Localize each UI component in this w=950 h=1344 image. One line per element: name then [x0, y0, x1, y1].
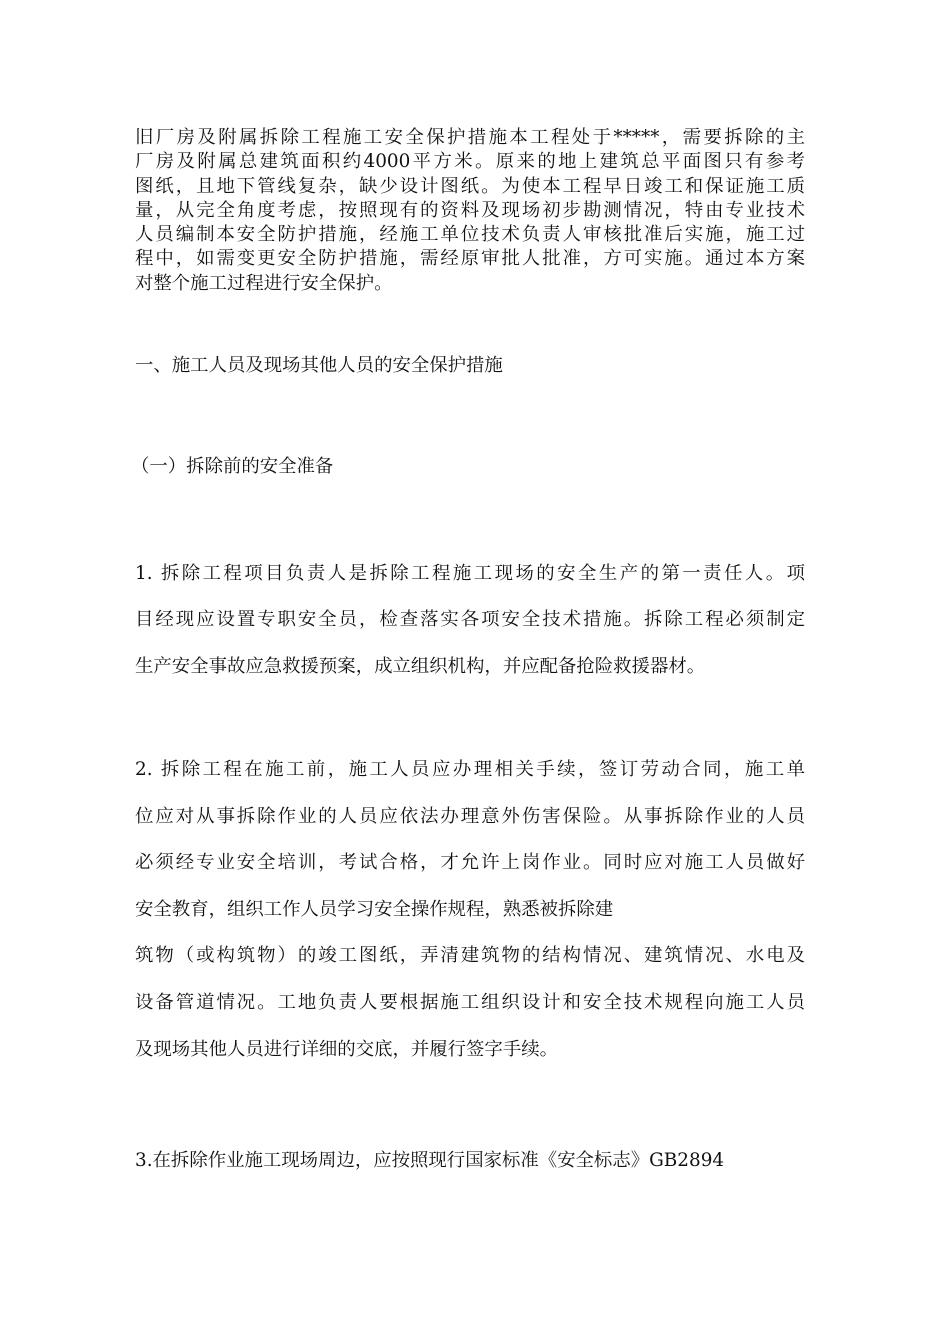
- subsection-heading: （一）拆除前的安全准备: [131, 456, 334, 477]
- intro-paragraph: [135, 126, 805, 296]
- item-line: 2. 拆除工程在施工前，施工人员应办理相关手续，签订劳动合同，施工单: [135, 759, 805, 780]
- item-line: 生产安全事故应急救援预案，成立组织机构，并应配备抢险救援器材。: [135, 655, 706, 677]
- item-line: 1. 拆除工程项目负责人是拆除工程施工现场的安全生产的第一责任人。项: [135, 563, 805, 584]
- intro-line: 量，从完全角度考虑，按照现有的资料及现场初步勘测情况，特由专业技术: [135, 199, 805, 221]
- intro-line: 厂房及附属总建筑面积约4000平方米。原来的地上建筑总平面图只有参考: [135, 151, 805, 173]
- list-item-2: [135, 747, 805, 1073]
- list-item-3: 3.在拆除作业施工现场周边，应按照现行国家标准《安全标志》GB2894: [135, 1150, 725, 1171]
- section-heading: 一、施工人员及现场其他人员的安全保护措施: [135, 355, 503, 376]
- item-line: 筑物（或构筑物）的竣工图纸，弄清建筑物的结构情况、建筑情况、水电及: [135, 945, 805, 967]
- item-line: 必须经专业安全培训，考试合格，才允许上岗作业。同时应对施工人员做好: [135, 852, 805, 874]
- item-line: 安全教育，组织工作人员学习安全操作规程，熟悉被拆除建: [135, 898, 614, 920]
- item-line: 及现场其他人员进行详细的交底，并履行签字手续。: [135, 1038, 558, 1060]
- item-line: 目经现应设置专职安全员，检查落实各项安全技术措施。拆除工程必须制定: [135, 609, 805, 631]
- item-line: 位应对从事拆除作业的人员应依法办理意外伤害保险。从事拆除作业的人员: [135, 805, 805, 827]
- intro-line: 旧厂房及附属拆除工程施工安全保护措施本工程处于*****，需要拆除的主: [135, 127, 805, 148]
- list-item-1: [135, 551, 805, 690]
- intro-line: 对整个施工过程进行安全保护。: [135, 272, 393, 294]
- intro-line: 人员编制本安全防护措施，经施工单位技术负责人审核批准后实施，施工过: [135, 224, 805, 246]
- intro-line: 图纸，且地下管线复杂，缺少设计图纸。为使本工程早日竣工和保证施工质: [135, 175, 805, 197]
- intro-line: 程中，如需变更安全防护措施，需经原审批人批准，方可实施。通过本方案: [135, 248, 805, 270]
- item-line: 设备管道情况。工地负责人要根据施工组织设计和安全技术规程向施工人员: [135, 991, 805, 1013]
